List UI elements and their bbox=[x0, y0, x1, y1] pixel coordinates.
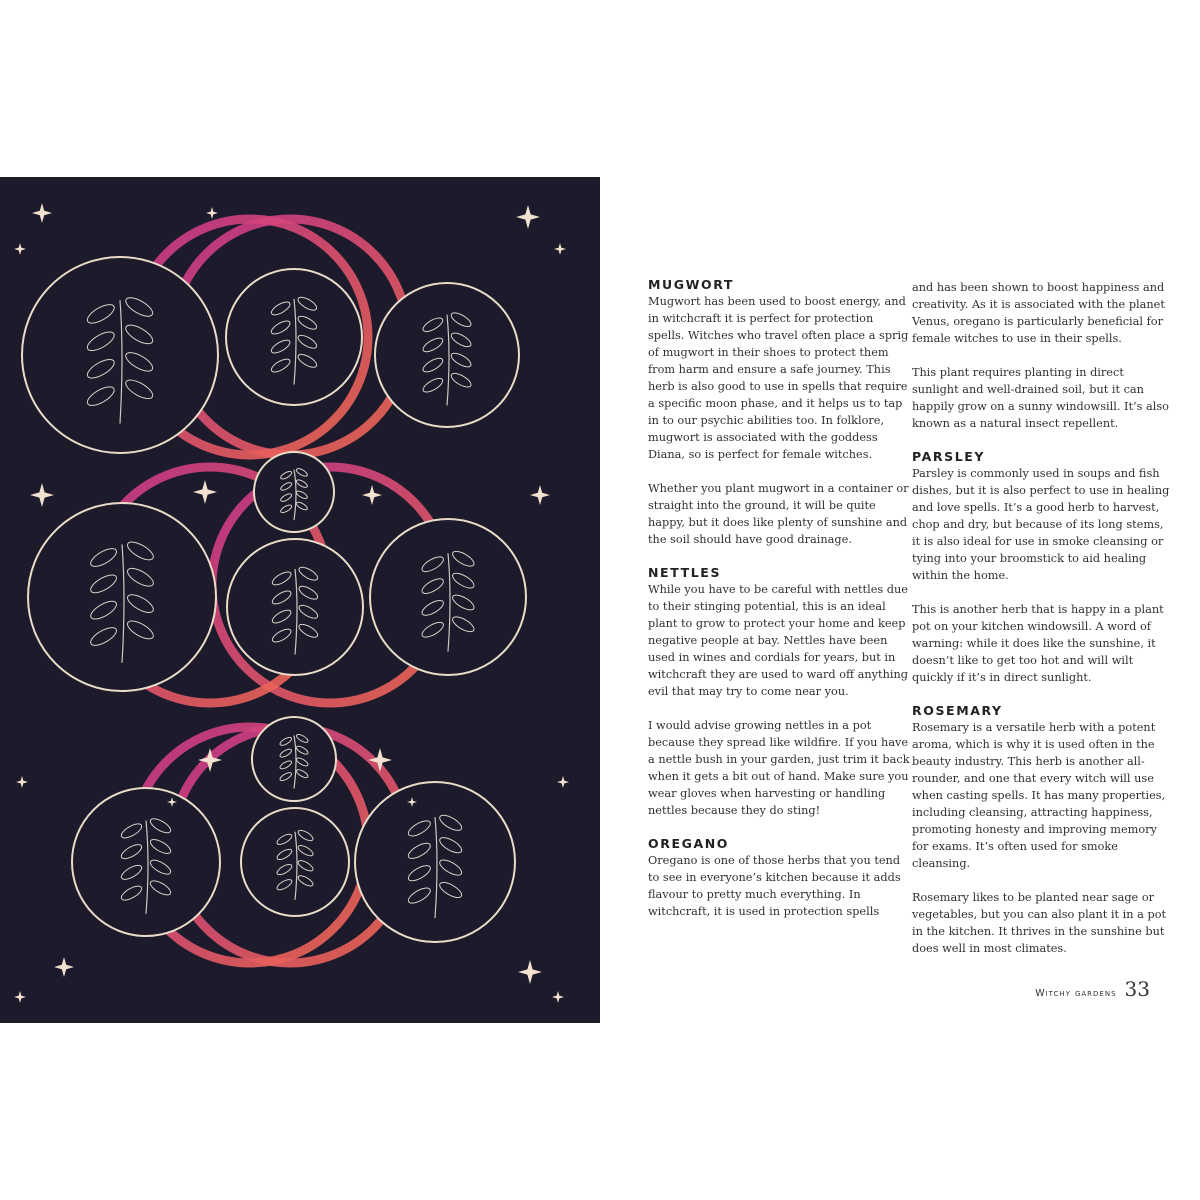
section-title: OREGANO bbox=[648, 836, 730, 851]
star-icon bbox=[557, 776, 569, 788]
paragraph: Oregano is one of those herbs that you tend to see in everyone’s kitchen because it adds flavour to pretty much everything. In witchcraft, it is used in protection spells bbox=[648, 854, 901, 918]
right-column bbox=[912, 279, 1174, 957]
section-rosemary bbox=[912, 703, 1174, 957]
star-icon bbox=[32, 203, 52, 223]
star-icon bbox=[530, 485, 550, 505]
star-icon bbox=[193, 480, 217, 504]
running-footer: Witchy gardens bbox=[1035, 988, 1117, 999]
star-icon bbox=[30, 483, 54, 507]
paragraph: Mugwort has been used to boost energy, and in witchcraft it is perfect for protection spells. Witches who travel often place a sprig of mugwort in their shoes to protect them from harm and ensure a safe journey. This herb is also good to use in spells that require a specific moon phase, and it helps us to tap in to our psychic abilities too. In folklore, mugwort is associated with the goddess Diana, so is perfect for female witches. bbox=[648, 295, 909, 461]
section-title: ROSEMARY bbox=[912, 703, 1003, 718]
star-icon bbox=[16, 776, 28, 788]
star-icon bbox=[362, 485, 382, 505]
star-icon bbox=[206, 207, 218, 219]
paragraph: While you have to be careful with nettles due to their stinging potential, this is an ideal plant to grow to protect your home and keep negative people at bay. Nettles have been used in wines and cordials for years, but in witchcraft they are used to ward off anything evil that may try to come near you. bbox=[648, 583, 908, 698]
herb-illustration bbox=[0, 177, 600, 1023]
paragraph: Rosemary likes to be planted near sage or vegetables, but you can also plant it in a pot in the kitchen. It thrives in the sunshine but does well in most climates. bbox=[912, 891, 1167, 955]
paragraph: I would advise growing nettles in a pot because they spread like wildfire. If you have a nettle bush in your garden, just trim it back when it gets a bit out of hand. Make sure you wear gloves when harvesting or handling nettles because they do sting! bbox=[648, 719, 910, 817]
illustration-art bbox=[0, 177, 600, 1023]
section-title: MUGWORT bbox=[648, 277, 735, 292]
paragraph: Rosemary is a versatile herb with a potent aroma, which is why it is used often in the beauty industry. This herb is another all-rounder, and one that every witch will use when casting spells. It has many properties, including cleansing, attracting happiness, promoting honesty and improving memory for exams. It’s often used for smoke cleansing. bbox=[912, 721, 1166, 870]
section-title: PARSLEY bbox=[912, 449, 986, 464]
section-nettles bbox=[648, 565, 910, 819]
star-icon bbox=[54, 957, 74, 977]
paragraph: This plant requires planting in direct sunlight and well-drained soil, but it can happily grow on a sunny windowsill. It’s also known as a natural insect repellent. bbox=[912, 366, 1169, 430]
paragraph: and has been shown to boost happiness and creativity. As it is associated with the planet Venus, oregano is particularly beneficial for female witches to use in their spells. bbox=[912, 281, 1165, 345]
star-icon bbox=[368, 748, 392, 772]
paragraph: This is another herb that is happy in a plant pot on your kitchen windowsill. A word of warning: while it does like the sunshine, it doesn’t like to get too hot and will wilt quickly if it’s in direct sunlight. bbox=[912, 603, 1164, 684]
star-icon bbox=[14, 991, 26, 1003]
text-page bbox=[620, 177, 1180, 1023]
paragraph: Parsley is commonly used in soups and fish dishes, but it is also perfect to use in healing and love spells. It’s a good herb to harvest, chop and dry, but because of its long stems, it is also ideal for use in smoke cleansing or tying into your broomstick to aid healing within the home. bbox=[912, 467, 1170, 582]
star-icon bbox=[554, 243, 566, 255]
star-icon bbox=[552, 991, 564, 1003]
section-mugwort bbox=[648, 277, 910, 548]
section-oregano-continued bbox=[912, 279, 1174, 432]
star-icon bbox=[518, 960, 542, 984]
section-title: NETTLES bbox=[648, 565, 722, 580]
paragraph: Whether you plant mugwort in a container or straight into the ground, it will be quite happy, but it does like plenty of sunshine and the soil should have good drainage. bbox=[648, 482, 909, 546]
left-column bbox=[648, 277, 910, 920]
page-number: 33 bbox=[1124, 977, 1150, 1001]
section-parsley bbox=[912, 449, 1174, 686]
section-oregano bbox=[648, 836, 910, 920]
star-icon bbox=[14, 243, 26, 255]
page-footer bbox=[1035, 977, 1150, 1001]
star-icon bbox=[516, 205, 540, 229]
